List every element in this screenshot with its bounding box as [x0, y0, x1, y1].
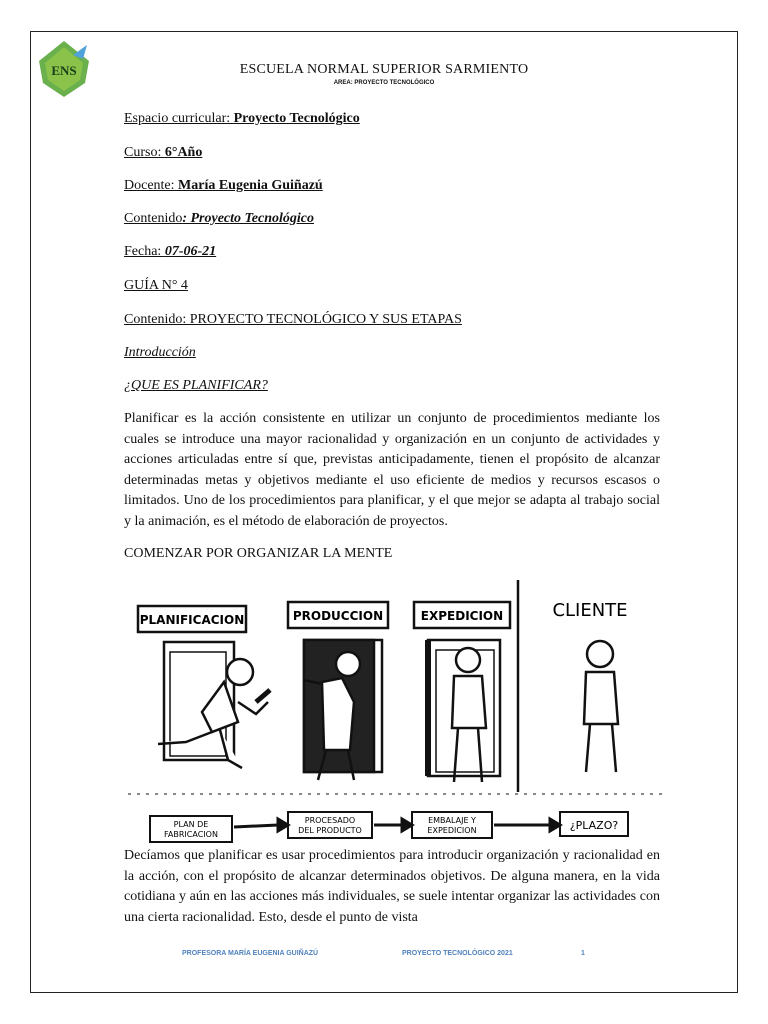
client-figure — [584, 641, 618, 772]
field-contenido-2: Contenido: PROYECTO TECNOLÓGICO Y SUS ETAPAS — [124, 312, 462, 327]
cartoon-illustration — [128, 572, 664, 846]
sign-planificacion: PLANIFICACION — [139, 613, 245, 627]
sign-produccion: PRODUCCION — [292, 609, 384, 623]
field-curso: Curso: 6°Año — [124, 145, 203, 160]
footer-project: PROYECTO TECNOLÓGICO 2021 — [402, 950, 513, 957]
logo-text: ENS — [51, 63, 77, 78]
box-procesado-line2: DEL PRODUCTO — [298, 826, 362, 835]
field-espacio: Espacio curricular: Proyecto Tecnológico — [124, 111, 360, 126]
paragraph-decíamos: Decíamos que planificar es usar procedimientos para introducir organización y racionalidad en la acción, con el propósito de alcanzar determinados objetivos. De alguna manera, en la vida cotidiana y aún en las acciones más individuales, se suele intentar organizar las actividades con una cierta racionalidad. Esto, desde el punto de vista — [124, 848, 660, 925]
field-fecha: Fecha: 07-06-21 — [124, 244, 217, 259]
field-contenido: Contenido: Proyecto Tecnológico — [124, 211, 315, 226]
footer-author: PROFESORA MARÍA EUGENIA GUIÑAZÚ — [182, 950, 319, 957]
field-docente: Docente: María Eugenia Guiñazú — [124, 178, 323, 193]
box-embalaje-line2: EXPEDICION — [427, 826, 477, 835]
paragraph-planificar: Planificar es la acción consistente en utilizar un conjunto de procedimientos mediante los cuales se introduce una mayor racionalidad y organización en un conjunto de actividades y acciones articuladas entre sí que, previstas anticipadamente, tienen el propósito de alcanzar determinadas metas y objetivos mediante el uso eficiente de medios y recursos escasos o limitados. Uno de los procedimientos para planificar, y el que mejor se adapta al trabajo social y la animación, es el método de elaboración de proyectos. — [124, 411, 660, 529]
area-subtitle: AREA: PROYECTO TECNOLÓGICO — [333, 80, 435, 86]
sign-expedicion: EXPEDICION — [420, 609, 504, 623]
intro-heading: Introducción — [124, 345, 196, 360]
box-plazo: ¿PLAZO? — [569, 819, 619, 832]
box-procesado-line1: PROCESADO — [304, 816, 356, 825]
box-plan-line2: FABRICACION — [164, 830, 218, 839]
box-embalaje-line1: EMBALAJE Y — [428, 816, 476, 825]
runner-figure — [158, 659, 270, 768]
field-guia: GUÍA N° 4 — [124, 278, 188, 293]
section-heading: COMENZAR POR ORGANIZAR LA MENTE — [124, 546, 393, 561]
footer-page-number: 1 — [581, 950, 585, 957]
school-name: ESCUELA NORMAL SUPERIOR SARMIENTO — [239, 62, 529, 77]
sign-cliente: CLIENTE — [552, 600, 628, 621]
box-plan-line1: PLAN DE — [173, 820, 209, 829]
question-heading: ¿QUE ES PLANIFICAR? — [124, 378, 268, 393]
shipper-figure — [452, 648, 486, 782]
